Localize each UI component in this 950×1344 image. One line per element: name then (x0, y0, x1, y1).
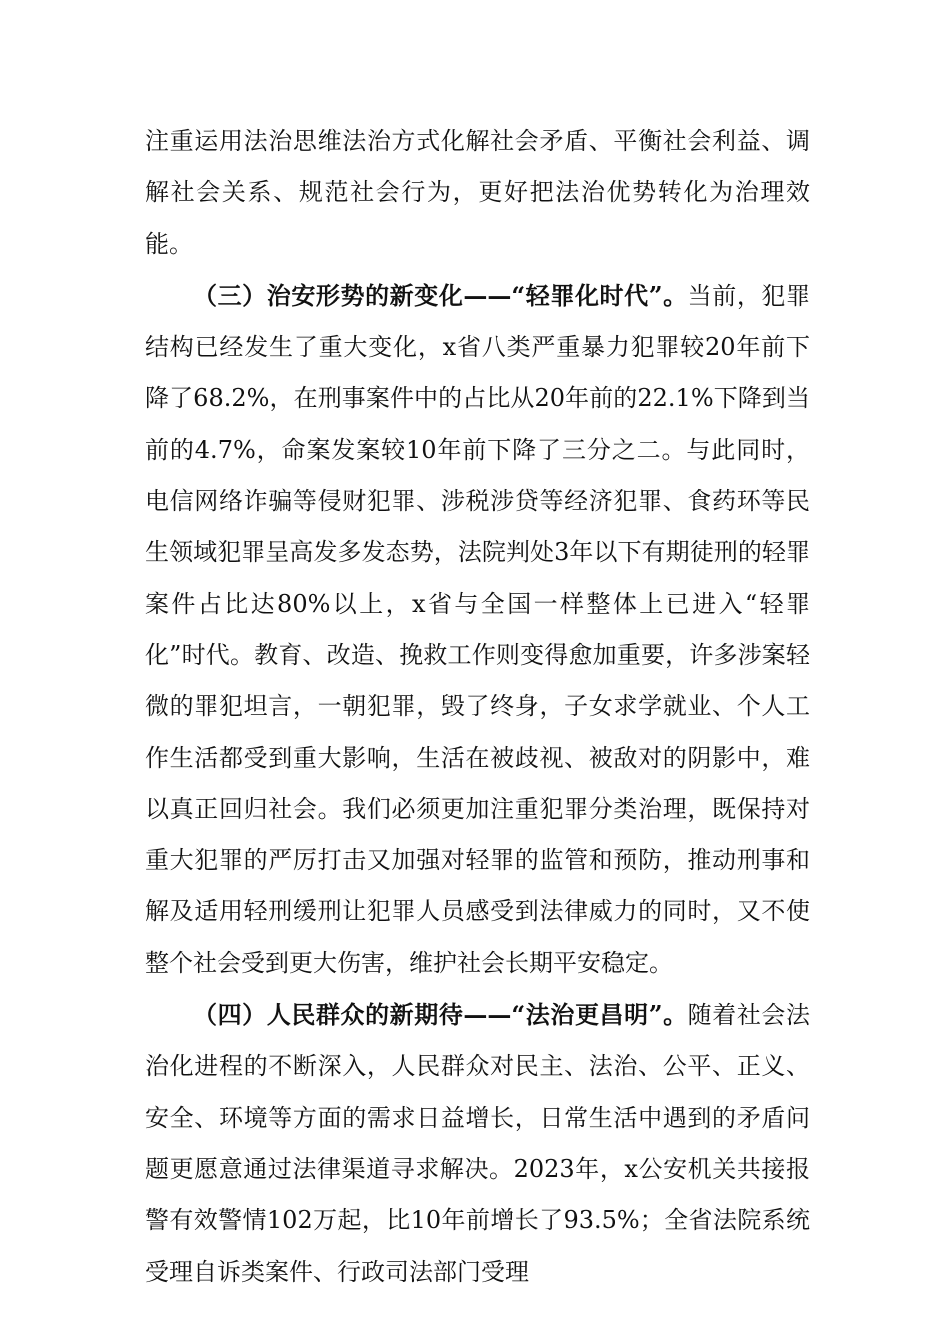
section-heading-three: （三）治安形势的新变化——“轻罪化时代”。 (193, 280, 688, 310)
paragraph-section-four (145, 989, 810, 1298)
section-heading-four: （四）人民群众的新期待——“法治更昌明”。 (193, 1000, 688, 1030)
paragraph-text: 注重运用法治思维法治方式化解社会矛盾、平衡社会利益、调解社会关系、规范社会行为，更好把法治优势转化为治理效能。 (145, 127, 810, 258)
paragraph-text: 当前，犯罪结构已经发生了重大变化，x省八类严重暴力犯罪较20年前下降了68.2%，在刑事案件中的占比从20年前的22.1%下降到当前的4.7%，命案发案较10年前下降了三分之二。与此同时，电信网络诈骗等侵财犯罪、涉税涉贷等经济犯罪、食药环等民生领域犯罪呈高发多发态势，法院判处3年以下有期徒刑的轻罪案件占比达80%以上，x省与全国一样整体上已进入“轻罪化”时代。教育、改造、挽救工作则变得愈加重要，许多涉案轻微的罪犯坦言，一朝犯罪，毁了终身，子女求学就业、个人工作生活都受到重大影响，生活在被歧视、被敌对的阴影中，难以真正回归社会。我们必须更加注重犯罪分类治理，既保持对重大犯罪的严厉打击又加强对轻罪的监管和预防，推动刑事和解及适用轻刑缓刑让犯罪人员感受到法律威力的同时，又不使整个社会受到更大伤害，维护社会长期平安稳定。 (145, 281, 811, 977)
paragraph-text: 随着社会法治化进程的不断深入，人民群众对民主、法治、公平、正义、安全、环境等方面的需求日益增长，日常生活中遇到的矛盾问题更愿意通过法律渠道寻求解决。2023年，x公安机关共接报警有效警情102万起，比10年前增长了93.5%；全省法院系统受理自诉类案件、行政司法部门受理 (145, 1001, 811, 1286)
document-body (145, 116, 810, 1298)
paragraph-section-three (145, 270, 810, 989)
paragraph-continuation (145, 116, 810, 270)
